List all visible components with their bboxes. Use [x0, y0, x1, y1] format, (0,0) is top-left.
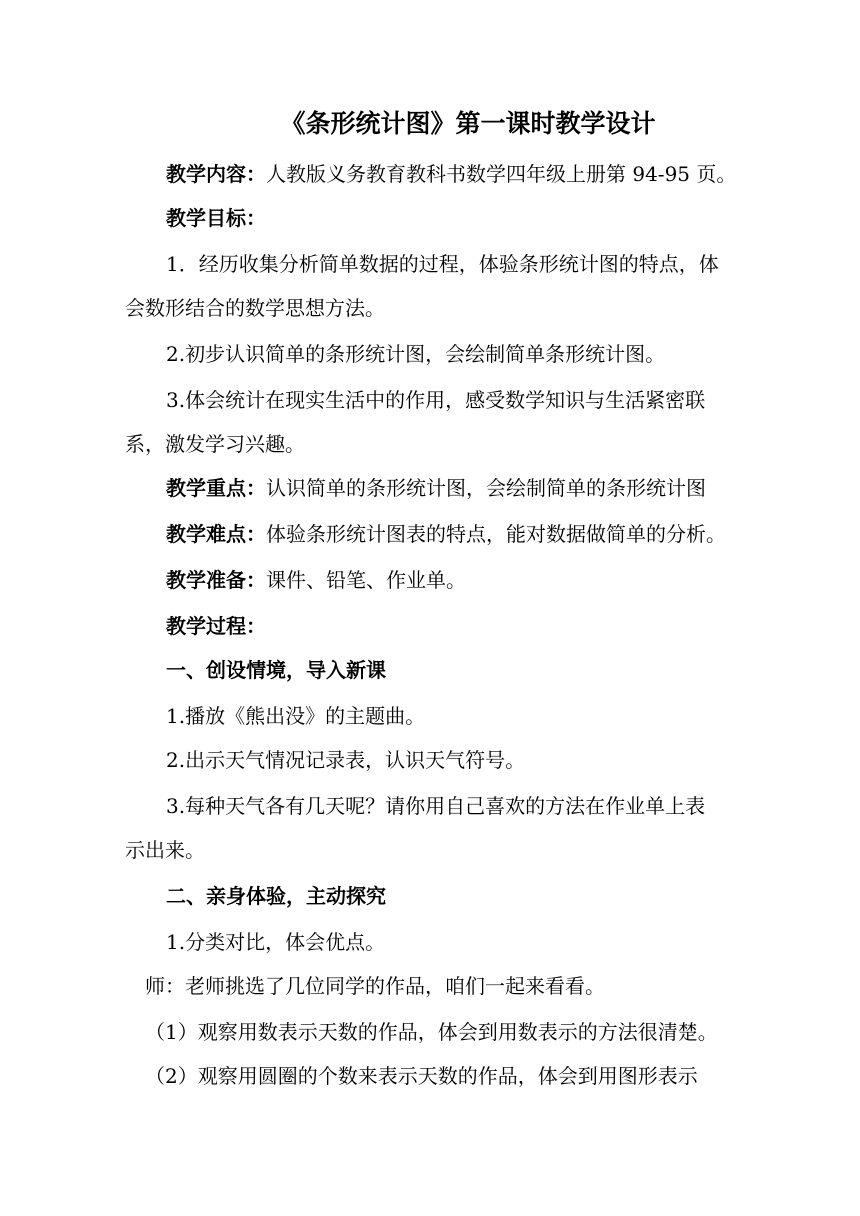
preparation-label: 教学准备： — [166, 568, 266, 592]
teaching-content-label: 教学内容： — [166, 162, 266, 186]
section-1-item-1: 1.播放《熊出没》的主题曲。 — [166, 704, 426, 728]
preparation-text: 课件、铅笔、作业单。 — [266, 568, 466, 592]
section-2-item-1: 1.分类对比，体会优点。 — [166, 930, 386, 954]
difficulty-label: 教学难点： — [166, 522, 266, 546]
section-1-item-3-line-2: 示出来。 — [125, 838, 205, 862]
section-1-item-3-line-1: 3.每种天气各有几天呢？请你用自己喜欢的方法在作业单上表 — [166, 794, 706, 818]
key-point-label: 教学重点： — [166, 476, 266, 500]
document-title: 《条形统计图》第一课时教学设计 — [280, 109, 656, 138]
goal-3-line-1: 3.体会统计在现实生活中的作用，感受数学知识与生活紧密联 — [166, 388, 706, 412]
key-point-text: 认识简单的条形统计图，会绘制简单的条形统计图 — [266, 476, 706, 500]
teaching-content-text: 人教版义务教育教科书数学四年级上册第 94-95 页。 — [266, 162, 737, 186]
difficulty-text: 体验条形统计图表的特点，能对数据做简单的分析。 — [266, 522, 726, 546]
section-1-item-2: 2.出示天气情况记录表，认识天气符号。 — [166, 748, 526, 772]
teaching-difficulty — [166, 520, 726, 548]
section-1-heading: 一、创设情境，导入新课 — [166, 658, 386, 682]
teaching-process-label: 教学过程： — [166, 614, 266, 638]
observation-1: （1）观察用数表示天数的作品，体会到用数表示的方法很清楚。 — [145, 1020, 718, 1044]
teaching-goals-label: 教学目标： — [166, 206, 266, 230]
observation-2: （2）观察用圆圈的个数来表示天数的作品，体会到用图形表示 — [145, 1064, 698, 1088]
goal-3-line-2: 系，激发学习兴趣。 — [125, 432, 305, 456]
section-2-heading: 二、亲身体验，主动探究 — [166, 884, 386, 908]
teacher-line: 师：老师挑选了几位同学的作品，咱们一起来看看。 — [145, 974, 605, 998]
teaching-key-point — [166, 474, 706, 502]
goal-2: 2.初步认识简单的条形统计图，会绘制简单条形统计图。 — [166, 342, 666, 366]
teaching-preparation — [166, 566, 466, 594]
goal-1-line-1: 1．经历收集分析简单数据的过程，体验条形统计图的特点，体 — [166, 252, 719, 276]
teaching-content — [166, 160, 736, 188]
goal-1-line-2: 会数形结合的数学思想方法。 — [125, 296, 385, 320]
